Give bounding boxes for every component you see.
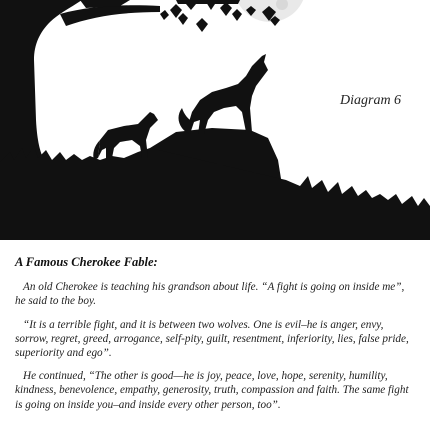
fable-text (15, 255, 417, 421)
fable-paragraph-1: An old Cherokee is teaching his grandson about life. “A fight is going on inside me”, he said to the boy. (15, 281, 405, 308)
fable-paragraph-2: “It is a terrible fight, and it is between two wolves. One is evil–he is anger, envy, sorrow, regret, greed, arrogance, self-pity, guilt, resentment, inferiority, lies, false pride, superiority and ego”. (15, 318, 409, 360)
fable-paragraph-3: He continued, “The other is good—he is joy, peace, love, hope, serenity, humility, kindness, benevolence, empathy, generosity, truth, compassion and faith. The same fight is going on inside you–and inside every other person, too”. (15, 370, 409, 411)
diagram-label: Diagram 6 (340, 93, 402, 108)
fable-title: A Famous Cherokee Fable: (15, 255, 158, 269)
